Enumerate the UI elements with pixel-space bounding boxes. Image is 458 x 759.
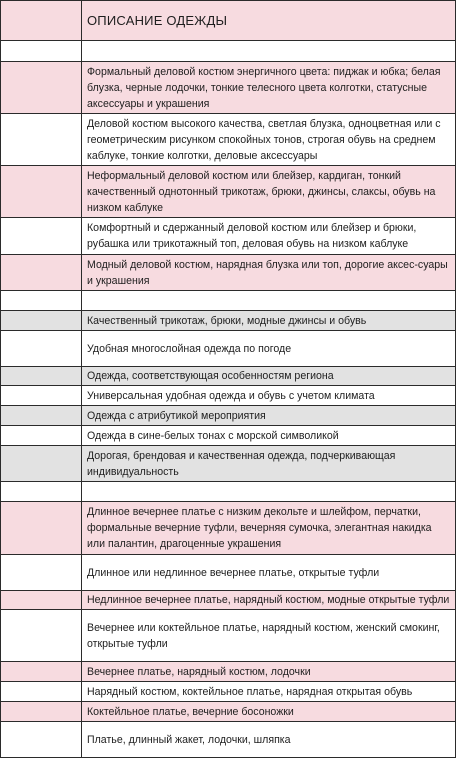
table-row — [1, 62, 456, 114]
category-cell — [1, 502, 82, 555]
category-cell — [1, 426, 82, 446]
table-row — [1, 446, 456, 482]
column-header: ОПИСАНИЕ ОДЕЖДЫ — [82, 1, 456, 41]
description-cell: Одежда, соответствующая особенностям региона — [82, 367, 456, 386]
description-cell: Одежда с атрибутикой мероприятия — [82, 406, 456, 426]
category-cell — [1, 662, 82, 682]
category-cell — [1, 482, 82, 502]
description-cell: Одежда в сине-белых тонах с морской символикой — [82, 426, 456, 446]
category-cell — [1, 311, 82, 331]
description-cell: Деловой костюм высокого качества, светлая блузка, одноцветная или с геометрическим рисунком спокойных тонов, строгая обувь на среднем каблуке, тонкие колготки, деловые аксессуары — [82, 114, 456, 166]
category-cell — [1, 255, 82, 291]
table-row — [1, 591, 456, 610]
category-cell — [1, 702, 82, 722]
description-cell: Качественный трикотаж, брюки, модные джинсы и обувь — [82, 311, 456, 331]
table-row — [1, 41, 456, 62]
table-row — [1, 682, 456, 702]
table-row — [1, 386, 456, 406]
table-row — [1, 114, 456, 166]
description-cell: Универсальная удобная одежда и обувь с учетом климата — [82, 386, 456, 406]
category-cell — [1, 367, 82, 386]
category-cell — [1, 682, 82, 702]
table-row — [1, 555, 456, 591]
description-cell: Коктейльное платье, вечерние босоножки — [82, 702, 456, 722]
table-row — [1, 406, 456, 426]
category-cell — [1, 291, 82, 311]
table-row — [1, 610, 456, 662]
category-cell — [1, 62, 82, 114]
description-cell: Нарядный костюм, коктейльное платье, нарядная открытая обувь — [82, 682, 456, 702]
description-cell: Удобная многослойная одежда по погоде — [82, 331, 456, 367]
description-cell: Платье, длинный жакет, лодочки, шляпка — [82, 722, 456, 758]
description-cell: Комфортный и сдержанный деловой костюм или блейзер и брюки, рубашка или трикотажный топ, деловая обувь на низком каблуке — [82, 218, 456, 255]
description-cell: Формальный деловой костюм энергичного цвета: пиджак и юбка; белая блузка, черные лодочки, тонкие телесного цвета колготки, статусные аксессуары и украшения — [82, 62, 456, 114]
table-row — [1, 426, 456, 446]
category-cell — [1, 591, 82, 610]
header-row — [1, 1, 456, 41]
category-cell — [1, 610, 82, 662]
table-row — [1, 255, 456, 291]
table-row — [1, 311, 456, 331]
description-cell — [82, 291, 456, 311]
category-cell — [1, 555, 82, 591]
description-cell: Длинное вечернее платье с низким декольте и шлейфом, перчатки, формальные вечерние туфли, вечерняя сумочка, элегантная накидка или палантин, драгоценные украшения — [82, 502, 456, 555]
description-cell — [82, 482, 456, 502]
category-cell — [1, 386, 82, 406]
category-cell — [1, 218, 82, 255]
category-cell — [1, 406, 82, 426]
table-row — [1, 218, 456, 255]
description-cell: Длинное или недлинное вечернее платье, открытые туфли — [82, 555, 456, 591]
table-row — [1, 331, 456, 367]
category-cell — [1, 41, 82, 62]
table-row — [1, 662, 456, 682]
category-cell — [1, 114, 82, 166]
table-row — [1, 291, 456, 311]
description-cell: Недлинное вечернее платье, нарядный костюм, модные открытые туфли — [82, 591, 456, 610]
description-cell: Модный деловой костюм, нарядная блузка или топ, дорогие аксес-суары и украшения — [82, 255, 456, 291]
description-cell: Вечернее или коктейльное платье, нарядный костюм, женский смокинг, открытые туфли — [82, 610, 456, 662]
category-cell — [1, 722, 82, 758]
category-cell — [1, 166, 82, 218]
description-cell: Неформальный деловой костюм или блейзер, кардиган, тонкий качественный однотонный трикотаж, брюки, джинсы, слаксы, обувь на низком каблуке — [82, 166, 456, 218]
table-row — [1, 482, 456, 502]
description-cell: Вечернее платье, нарядный костюм, лодочки — [82, 662, 456, 682]
table-row — [1, 722, 456, 758]
description-cell — [82, 41, 456, 62]
table-row — [1, 502, 456, 555]
table-row — [1, 367, 456, 386]
category-cell — [1, 1, 82, 41]
table-row — [1, 702, 456, 722]
category-cell — [1, 331, 82, 367]
category-cell — [1, 446, 82, 482]
description-cell: Дорогая, брендовая и качественная одежда, подчеркивающая индивидуальность — [82, 446, 456, 482]
table-row — [1, 166, 456, 218]
